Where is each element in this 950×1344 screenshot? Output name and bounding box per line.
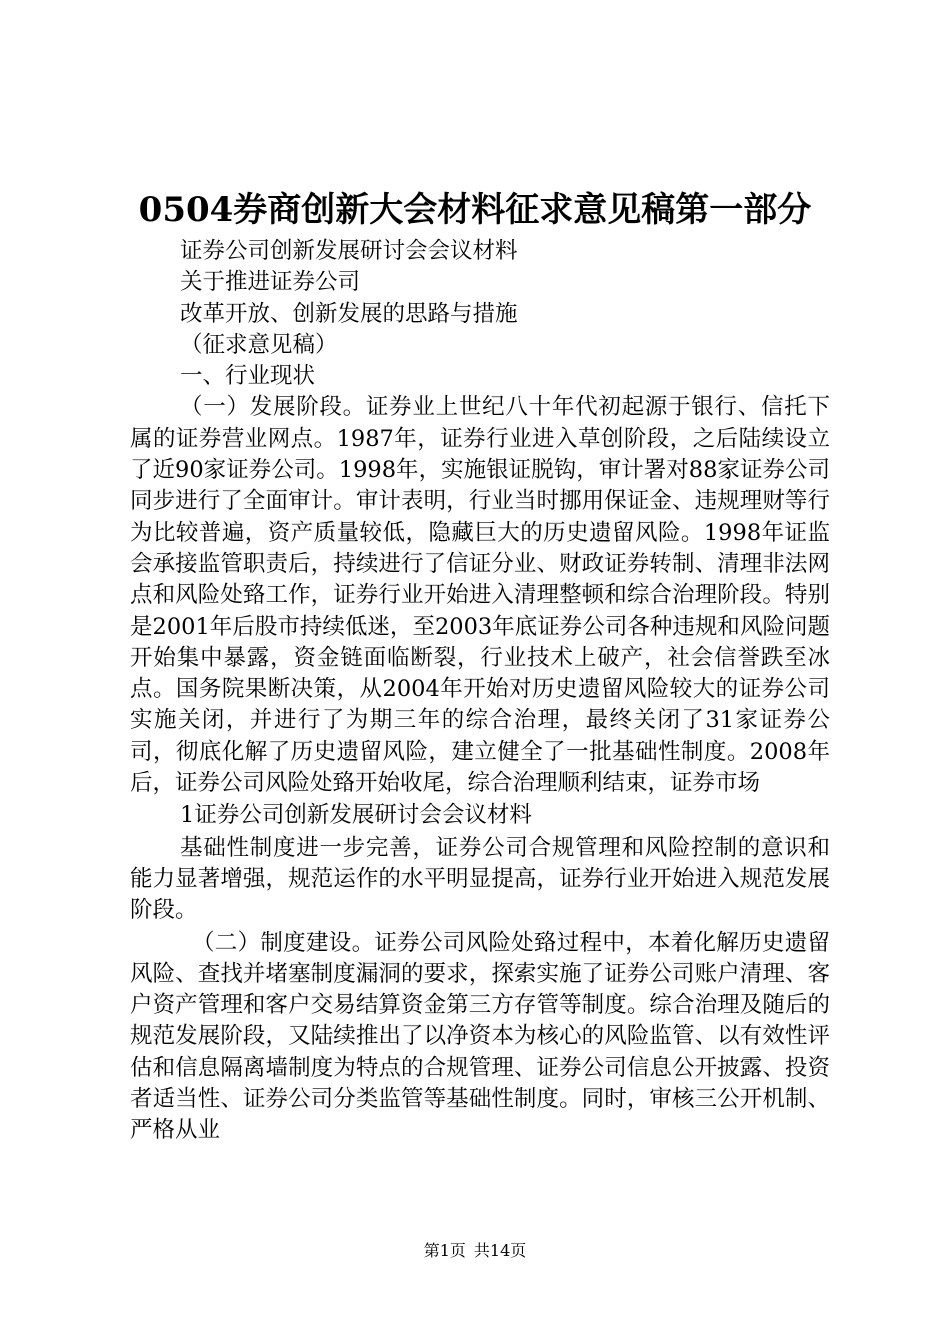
paragraph-system-building: （二）制度建设。证券公司风险处臵过程中，本着化解历史遗留风险、查找并堵塞制度漏洞的要求，探索实施了证券公司账户清理、客户资产管理和客户交易结算资金第三方存管等制度。综合治理及随后的规范发展阶段，又陆续推出了以净资本为核心的风险监管、以有效性评估和信息隔离墙制度为特点的合规管理、证券公司信息公开披露、投资者适当性、证券公司分类监管等基础性制度。同时，审核三公开机制、严格从业 — [130, 929, 830, 1144]
page-total: 共14页 — [473, 1241, 527, 1260]
intro-line-about: 关于推进证券公司 — [180, 269, 361, 296]
intro-line-subject: 改革开放、创新发展的思路与措施 — [180, 300, 518, 327]
page-header-meeting-material: 1证券公司创新发展研讨会会议材料 — [180, 802, 532, 829]
intro-line-meeting-material: 证券公司创新发展研讨会会议材料 — [180, 238, 518, 264]
paragraph-foundational-system: 基础性制度进一步完善，证券公司合规管理和风险控制的意识和能力显著增强，规范运作的水平明显提高，证券行业开始进入规范发展阶段。 — [130, 834, 830, 924]
document-title: 0504券商创新大会材料征求意见稿第一部分 — [138, 190, 812, 230]
paragraph-development-stage: （一）发展阶段。证券业上世纪八十年代初起源于银行、信托下属的证券营业网点。1987年，证券行业进入草创阶段，之后陆续设立了近90家证券公司。1998年，实施银证脱钩，审计署对88家证券公司同步进行了全面审计。审计表明，行业当时挪用保证金、违规理财等行为比较普遍，资产质量较低，隐藏巨大的历史遗留风险。1998年证监会承接监管职责后，持续进行了信证分业、财政证券转制、清理非法网点和风险处臵工作，证券行业开始进入清理整顿和综合治理阶段。特别是2001年后股市持续低迷，至2003年底证券公司各种违规和风险问题开始集中暴露，资金链面临断裂，行业技术上破产，社会信誉跌至冰点。国务院果断决策，从2004年开始对历史遗留风险较大的证券公司实施关闭，并进行了为期三年的综合治理，最终关闭了31家证券公司，彻底化解了历史遗留风险，建立健全了一批基础性制度。2008年后，证券公司风险处臵开始收尾，综合治理顺利结束，证券市场 — [130, 394, 830, 797]
page-footer — [0, 1240, 950, 1262]
document-body — [130, 236, 830, 1147]
intro-line-draft-note: （征求意见稿） — [180, 331, 338, 358]
section-heading-industry-status: 一、行业现状 — [180, 363, 316, 390]
page-number: 第1页 — [423, 1241, 466, 1260]
